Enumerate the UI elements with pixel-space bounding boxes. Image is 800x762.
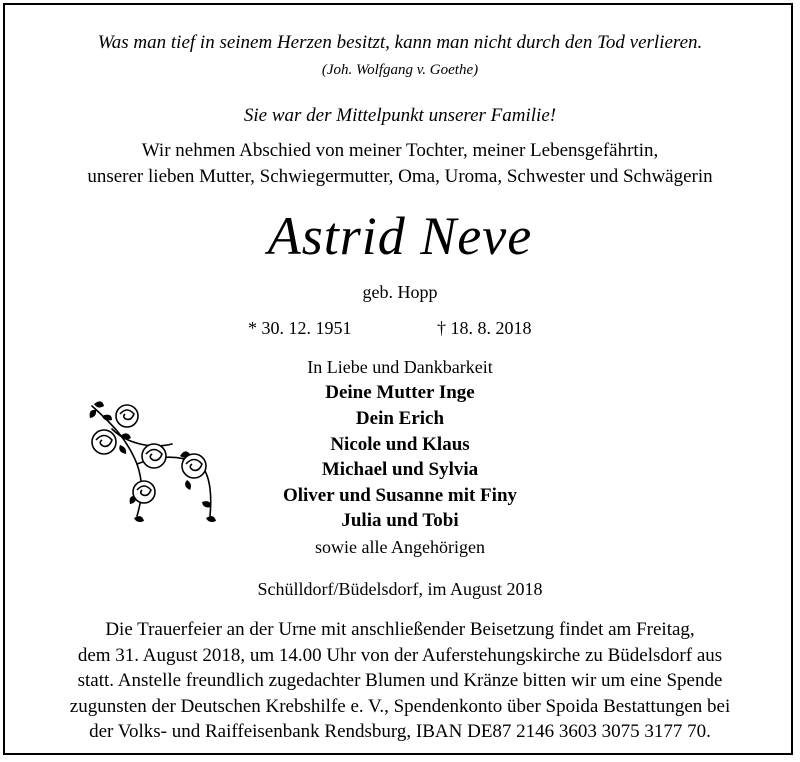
mourner-name: Oliver und Susanne mit Finy	[282, 485, 518, 506]
announcement-line: zugunsten der Deutschen Krebshilfe e. V., Spendenkonto über Spoida Bestattungen bei	[69, 696, 731, 717]
roses-icon	[82, 394, 227, 524]
death-date: † 18. 8. 2018	[437, 318, 532, 338]
mourner-name: Julia und Tobi	[341, 510, 459, 531]
intro-line-1: Wir nehmen Abschied von meiner Tochter, meiner Lebensgefährtin,	[141, 140, 659, 161]
quote-text: Was man tief in seinem Herzen besitzt, kann man nicht durch den Tod verlieren.	[97, 32, 703, 53]
place-date: Schülldorf/Büdelsdorf, im August 2018	[257, 579, 543, 599]
deceased-name: Astrid Neve	[267, 206, 533, 266]
announcement-line: statt. Anstelle freundlich zugedachter Blumen und Kränze bitten wir um eine Spende	[77, 670, 723, 691]
mourner-name: Nicole und Klaus	[330, 434, 470, 455]
maiden-name: geb. Hopp	[362, 282, 438, 302]
announcement-line: dem 31. August 2018, um 14.00 Uhr von der Auferstehungskirche zu Büdelsdorf aus	[77, 645, 723, 666]
mourner-name: Deine Mutter Inge	[325, 382, 475, 403]
mourner-name: Michael und Sylvia	[321, 459, 479, 480]
birth-date: * 30. 12. 1951	[248, 318, 352, 338]
intro-line-2: unserer lieben Mutter, Schwiegermutter, Oma, Uroma, Schwester und Schwägerin	[87, 166, 713, 187]
mourner-name: Dein Erich	[355, 408, 445, 429]
mourners-closing: sowie alle Angehörigen	[315, 537, 485, 557]
announcement-line: Die Trauerfeier an der Urne mit anschließender Beisetzung findet am Freitag,	[105, 619, 695, 640]
quote-source: (Joh. Wolfgang v. Goethe)	[321, 62, 479, 78]
announcement-line: der Volks- und Raiffeisenbank Rendsburg, IBAN DE87 2146 3603 3075 3177 70.	[89, 721, 711, 742]
mourners-heading: In Liebe und Dankbarkeit	[307, 357, 493, 377]
motto: Sie war der Mittelpunkt unserer Familie!	[243, 105, 557, 126]
